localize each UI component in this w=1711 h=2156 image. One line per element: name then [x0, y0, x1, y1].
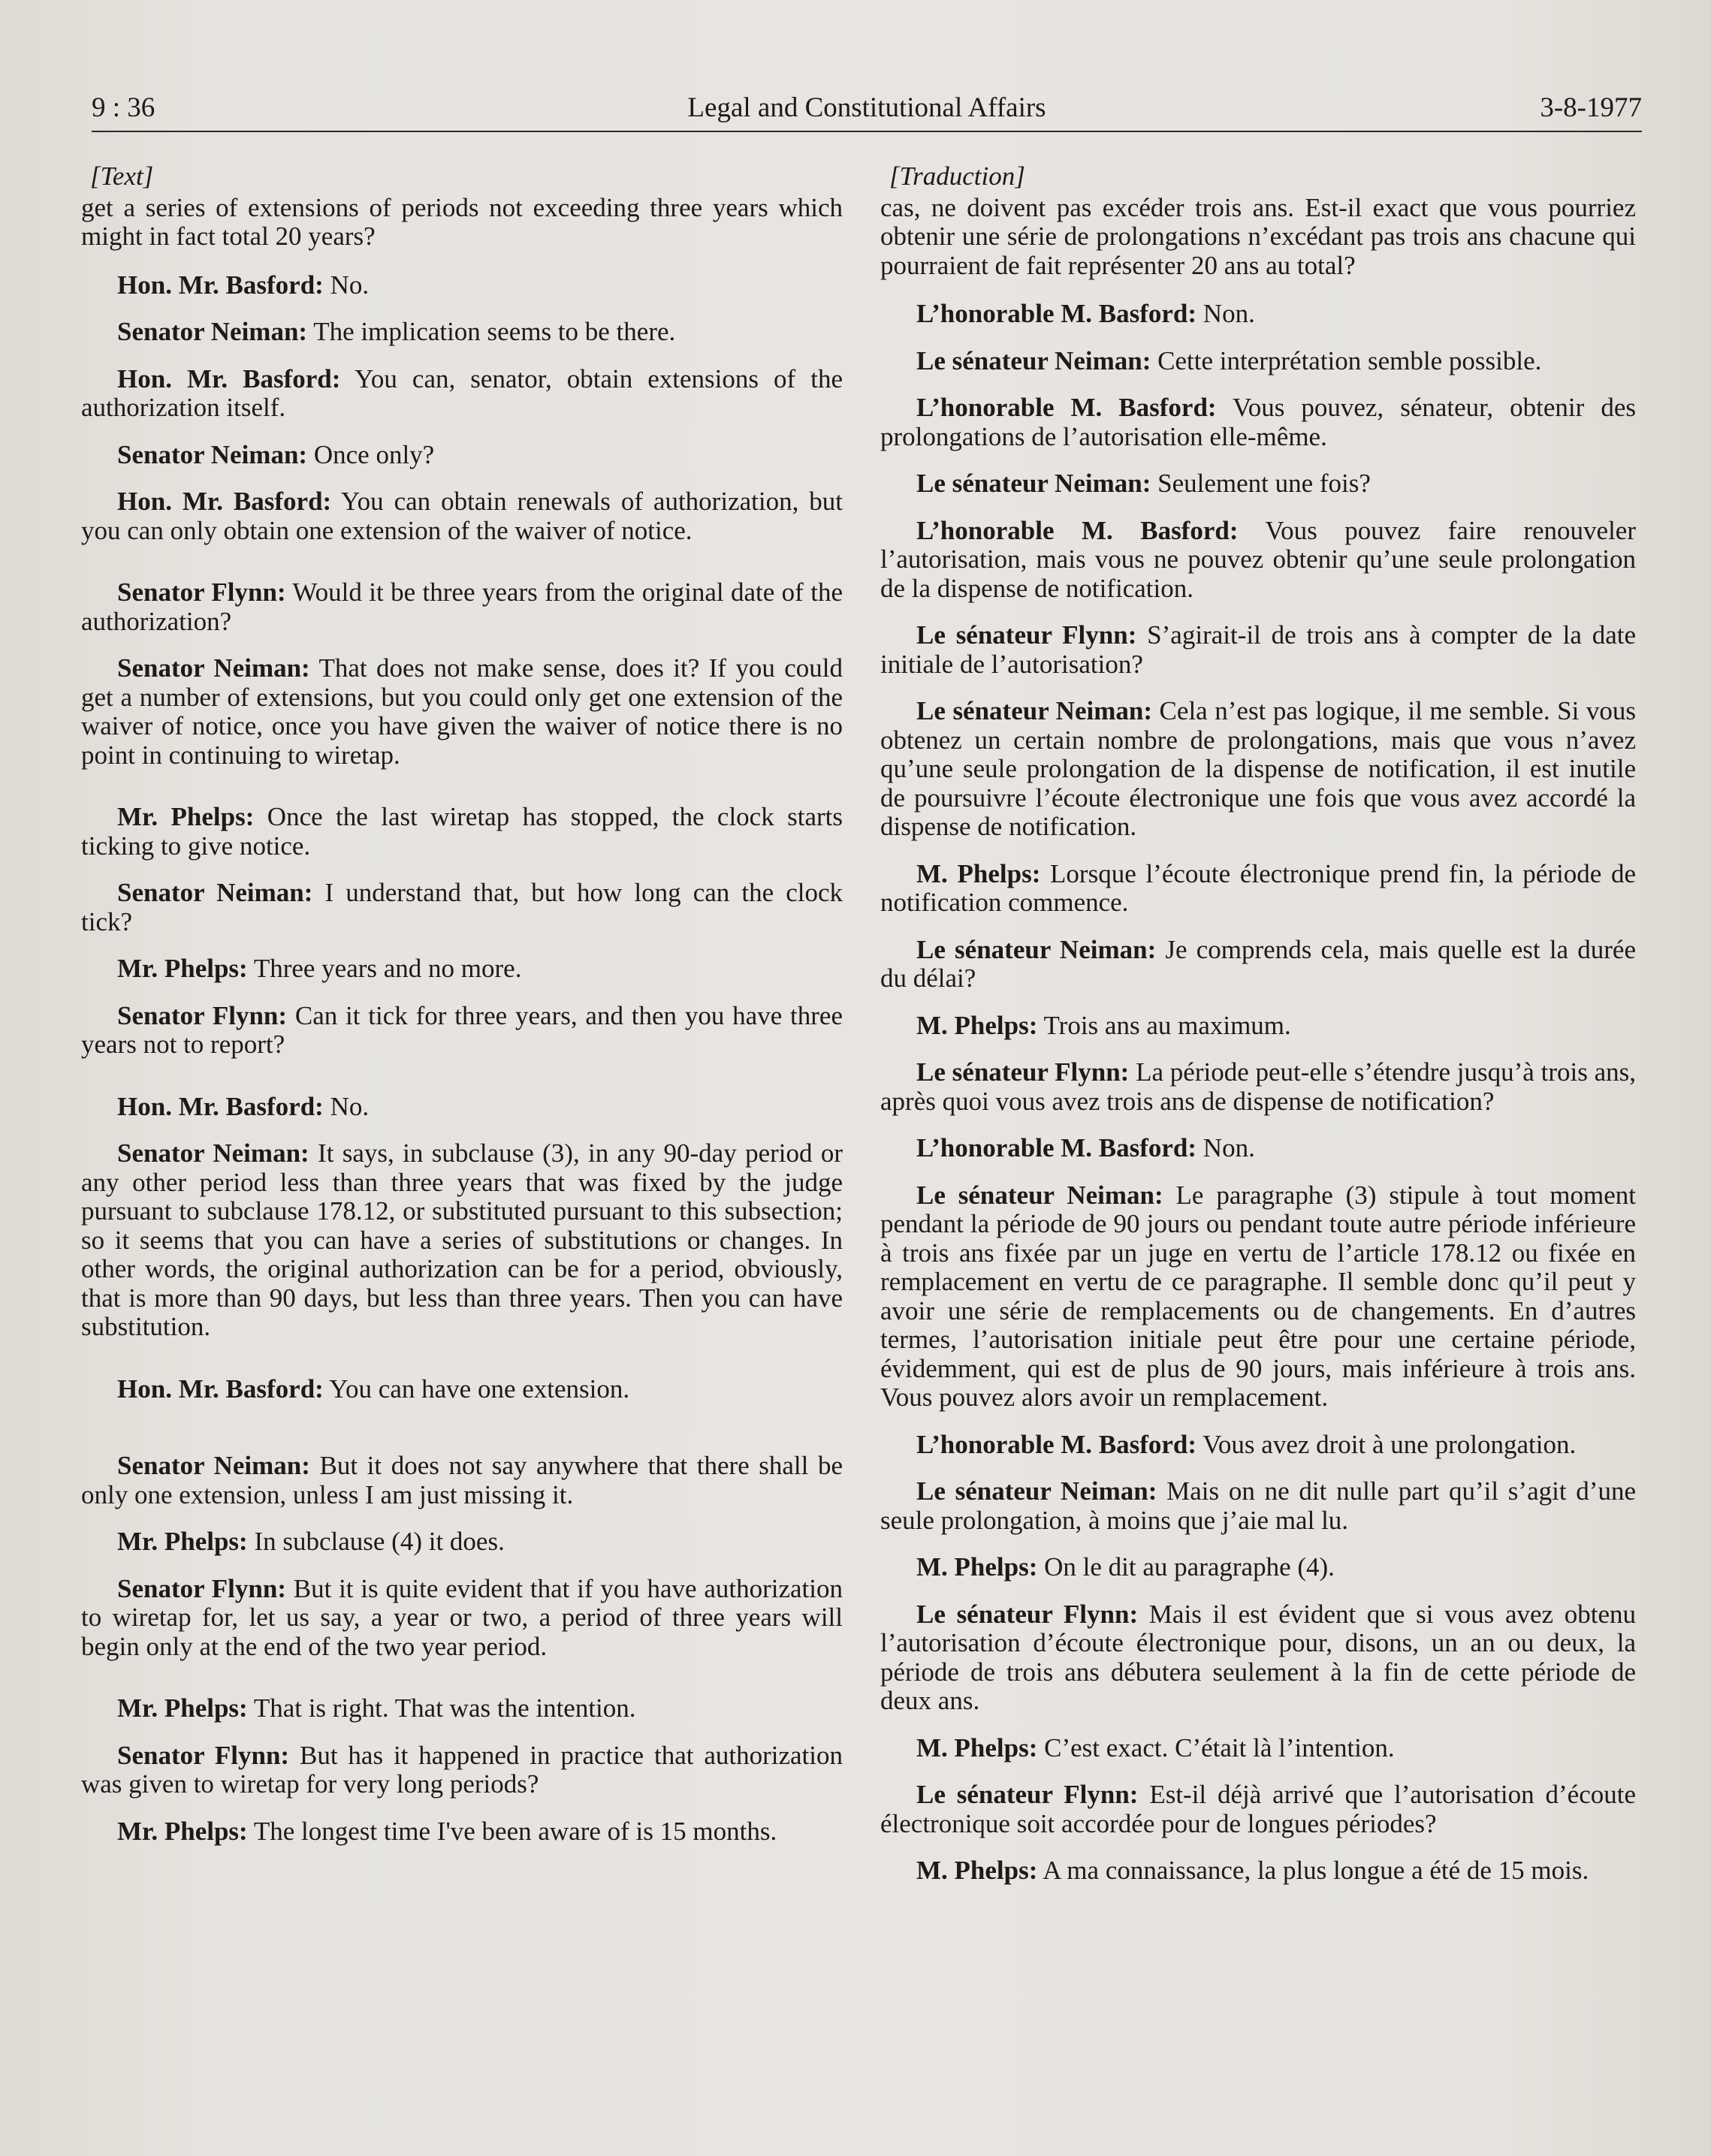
- speaker-name: M. Phelps:: [916, 858, 1041, 888]
- transcript-turn: [880, 1734, 1636, 1763]
- speaker-name: Le sénateur Neiman:: [916, 696, 1152, 725]
- speech-text: Lorsque l’écoute électronique prend fin, la période de notification commence.: [880, 858, 1636, 917]
- transcript-turn: [81, 318, 843, 347]
- speech-text: S’agirait-il de trois ans à compter de la date initiale de l’autorisation?: [880, 620, 1636, 679]
- transcript-turn: [81, 271, 843, 300]
- speaker-name: Senator Flynn:: [117, 1740, 290, 1770]
- speech-text: No.: [323, 270, 370, 300]
- speech-text: No.: [323, 1091, 370, 1121]
- speaker-name: Mr. Phelps:: [117, 954, 248, 983]
- speaker-name: Hon. Mr. Basford:: [117, 1374, 324, 1404]
- transcript-turn: [81, 1093, 843, 1122]
- transcript-turn: [880, 1181, 1636, 1413]
- transcript-turn: [81, 441, 843, 470]
- transcript-turn: [81, 954, 843, 984]
- speech-text: But it does not say anywhere that there shall be only one extension, unless I am just missing it.: [81, 1451, 843, 1509]
- page-header: [92, 89, 1642, 132]
- speech-text: Est-il déjà arrivé que l’autorisation d’écoute électronique soit accordée pour de longues périodes?: [880, 1780, 1636, 1838]
- speech-text: But it is quite evident that if you have authorization to wiretap for, let us say, a year or two, a period of three years will begin only at the end of the two year period.: [81, 1573, 843, 1661]
- transcript-turn: [880, 936, 1636, 994]
- speaker-name: Le sénateur Neiman:: [916, 345, 1151, 375]
- speaker-name: Senator Neiman:: [117, 653, 310, 683]
- speaker-name: Senator Neiman:: [117, 1451, 310, 1480]
- speech-text: Can it tick for three years, and then you have three years not to report?: [81, 1000, 843, 1059]
- speaker-name: Hon. Mr. Basford:: [117, 363, 341, 394]
- speaker-name: Mr. Phelps:: [117, 1816, 248, 1846]
- speaker-name: Hon. Mr. Basford:: [117, 487, 332, 516]
- speaker-name: L’honorable M. Basford:: [916, 1429, 1197, 1459]
- transcript-turn: [880, 697, 1636, 842]
- speech-text: La période peut-elle s’étendre jusqu’à trois ans, après quoi vous avez trois ans de dispense de notification?: [880, 1057, 1636, 1116]
- transcript-turn: [880, 1058, 1636, 1116]
- speaker-name: L’honorable M. Basford:: [916, 1133, 1197, 1162]
- speech-text: Mais il est évident que si vous avez obtenu l’autorisation d’écoute électronique pour, disons, un an ou deux, la période de trois ans débutera seulement à la fin de cette période de deux ans.: [880, 1599, 1636, 1715]
- speech-text: Le paragraphe (3) stipule à tout moment pendant la période de 90 jours ou pendant toute autre période inférieure à trois ans fixée par un juge en vertu de l’article 178.12 ou fixée en remplacement en vertu de ce paragraphe. Il semble donc qu’il peut y avoir une série de remplacements ou de changements. En d’autres termes, l’autorisation initiale peut être pour une certaine période, évidemment, qui est de plus de 90 jours, mais inférieure à trois ans. Vous pouvez alors avoir un remplacement.: [880, 1180, 1636, 1412]
- language-tag: [Text]: [90, 161, 154, 191]
- speech-text: Vous pouvez, sénateur, obtenir des prolongations de l’autorisation elle-même.: [880, 393, 1636, 451]
- speaker-name: Mr. Phelps:: [117, 1527, 248, 1556]
- speaker-name: Senator Flynn:: [117, 1000, 288, 1030]
- speaker-name: M. Phelps:: [916, 1010, 1038, 1040]
- speaker-name: Le sénateur Neiman:: [916, 934, 1157, 964]
- speaker-name: Le sénateur Flynn:: [916, 1057, 1130, 1087]
- speaker-name: Senator Neiman:: [117, 878, 313, 907]
- transcript-turn: [880, 1600, 1636, 1716]
- speaker-name: Mr. Phelps:: [117, 1693, 248, 1723]
- speech-text: The implication seems to be there.: [307, 317, 676, 346]
- speaker-name: Senator Neiman:: [117, 317, 308, 346]
- transcript-turn: [880, 621, 1636, 679]
- speech-text: Three years and no more.: [247, 954, 522, 983]
- language-tag: [Traduction]: [889, 161, 1025, 191]
- transcript-turn: [81, 1527, 843, 1557]
- continued-paragraph: get a series of extensions of periods not exceeding three years which might in fact total 20 years?: [81, 192, 843, 251]
- speech-text: Vous pouvez faire renouveler l’autorisation, mais vous ne pouvez obtenir qu’une seule prolongation de la dispense de notification.: [880, 515, 1636, 603]
- speaker-name: Le sénateur Neiman:: [916, 1180, 1163, 1210]
- transcript-turn: [81, 1139, 843, 1342]
- speech-text: You can have one extension.: [323, 1374, 630, 1404]
- transcript-turn: [81, 803, 843, 861]
- transcript-turn: [81, 578, 843, 636]
- speech-text: Once only?: [307, 439, 435, 469]
- page-number: 9 : 36: [92, 92, 155, 123]
- speech-text: You can obtain renewals of authorization, but you can only obtain one extension of the waiver of notice.: [81, 487, 843, 545]
- speech-text: On le dit au paragraphe (4).: [1037, 1552, 1335, 1582]
- speaker-name: Le sénateur Flynn:: [916, 1780, 1139, 1809]
- english-column: [81, 162, 843, 1864]
- speaker-name: Senator Neiman:: [117, 439, 308, 469]
- speaker-name: Senator Flynn:: [117, 1573, 286, 1603]
- speaker-name: M. Phelps:: [916, 1856, 1038, 1885]
- speaker-name: Hon. Mr. Basford:: [117, 270, 324, 300]
- transcript-turn: [81, 654, 843, 770]
- transcript-turn: [81, 365, 843, 423]
- speech-text: Would it be three years from the original date of the authorization?: [81, 577, 843, 636]
- transcript-turn: [81, 1694, 843, 1723]
- issue-date: 3-8-1977: [1540, 92, 1642, 123]
- speech-text: I understand that, but how long can the clock tick?: [81, 878, 843, 936]
- speech-text: It says, in subclause (3), in any 90-day period or any other period less than three years that was fixed by the judge pursuant to subclause 178.12, or substituted pursuant to this subsection; so it seems that you can have a series of substitutions or changes. In other words, the original authorization can be for a period, obviously, that is more than 90 days, but less than three years. Then you can have substitution.: [81, 1138, 843, 1341]
- transcript-turn: [81, 1452, 843, 1509]
- speech-text: Mais on ne dit nulle part qu’il s’agit d’une seule prolongation, à moins que j’aie mal lu.: [880, 1476, 1636, 1535]
- transcript-turn: [81, 1375, 843, 1404]
- speech-text: Non.: [1196, 1133, 1255, 1162]
- transcript-turn: [880, 1431, 1636, 1460]
- speech-text: Once the last wiretap has stopped, the clock starts ticking to give notice.: [81, 802, 843, 861]
- speech-text: In subclause (4) it does.: [247, 1527, 505, 1556]
- speech-text: The longest time I've been aware of is 15 months.: [247, 1816, 777, 1846]
- transcript-turn: [81, 879, 843, 936]
- transcript-turn: [81, 1741, 843, 1799]
- transcript-turn: [880, 1012, 1636, 1041]
- transcript-turn: [880, 860, 1636, 918]
- transcript-turn: [880, 1477, 1636, 1535]
- speaker-name: Senator Flynn:: [117, 577, 286, 607]
- transcript-turn: [81, 1575, 843, 1662]
- speech-text: Cette interprétation semble possible.: [1151, 345, 1542, 375]
- transcript-turn: [880, 1134, 1636, 1163]
- speech-text: Cela n’est pas logique, il me semble. Si vous obtenez un certain nombre de prolongations, mais que vous n’avez qu’une seule prolongation de la dispense de notification, il est inutile de poursuivre l’écoute électronique une fois que vous avez accordé la dispense de notification.: [880, 696, 1637, 841]
- speech-text: You can, senator, obtain extensions of the authorization itself.: [81, 363, 843, 422]
- transcript-turn: [880, 1781, 1636, 1838]
- speaker-name: Le sénateur Flynn:: [916, 620, 1137, 650]
- transcript-turn: [880, 517, 1636, 604]
- transcript-turn: [880, 347, 1636, 376]
- speech-text: Trois ans au maximum.: [1037, 1010, 1291, 1040]
- transcript-turn: [880, 1553, 1636, 1582]
- speech-text: But has it happened in practice that authorization was given to wiretap for very long periods?: [81, 1740, 843, 1799]
- speaker-name: L’honorable M. Basford:: [916, 515, 1239, 545]
- speech-text: C’est exact. C’était là l’intention.: [1037, 1732, 1395, 1762]
- speaker-name: M. Phelps:: [916, 1732, 1038, 1762]
- speech-text: Non.: [1196, 299, 1255, 328]
- speech-text: Vous avez droit à une prolongation.: [1196, 1429, 1577, 1459]
- transcript-turn: [880, 394, 1636, 451]
- continued-paragraph: cas, ne doivent pas excéder trois ans. Est-il exact que vous pourriez obtenir une série de prolongations n’excédant pas trois ans chacune qui pourraient de fait représenter 20 ans au total?: [880, 192, 1636, 280]
- french-column: [880, 162, 1636, 1904]
- transcript-turn: [81, 487, 843, 545]
- speech-text: Je comprends cela, mais quelle est la durée du délai?: [880, 934, 1636, 993]
- speaker-name: Mr. Phelps:: [117, 802, 255, 831]
- speech-text: Seulement une fois?: [1151, 469, 1371, 498]
- publication-title: Legal and Constitutional Affairs: [687, 92, 1046, 123]
- transcript-turn: [81, 1002, 843, 1060]
- transcript-turn: [880, 1856, 1636, 1886]
- speech-text: That does not make sense, does it? If you could get a number of extensions, but you could only get one extension of the waiver of notice, once you have given the waiver of notice there is no point in continuing to wiretap.: [81, 653, 843, 770]
- transcript-turn: [81, 1817, 843, 1847]
- transcript-turn: [880, 300, 1636, 329]
- speaker-name: Le sénateur Neiman:: [916, 1476, 1157, 1506]
- speech-text: That is right. That was the intention.: [247, 1693, 636, 1723]
- speaker-name: Le sénateur Flynn:: [916, 1599, 1139, 1629]
- speaker-name: Senator Neiman:: [117, 1138, 309, 1168]
- speaker-name: L’honorable M. Basford:: [916, 299, 1197, 328]
- transcript-turn: [880, 469, 1636, 499]
- speaker-name: L’honorable M. Basford:: [916, 393, 1217, 422]
- speaker-name: M. Phelps:: [916, 1552, 1038, 1582]
- speaker-name: Hon. Mr. Basford:: [117, 1091, 324, 1121]
- speaker-name: Le sénateur Neiman:: [916, 469, 1151, 498]
- speech-text: A ma connaissance, la plus longue a été de 15 mois.: [1037, 1856, 1589, 1885]
